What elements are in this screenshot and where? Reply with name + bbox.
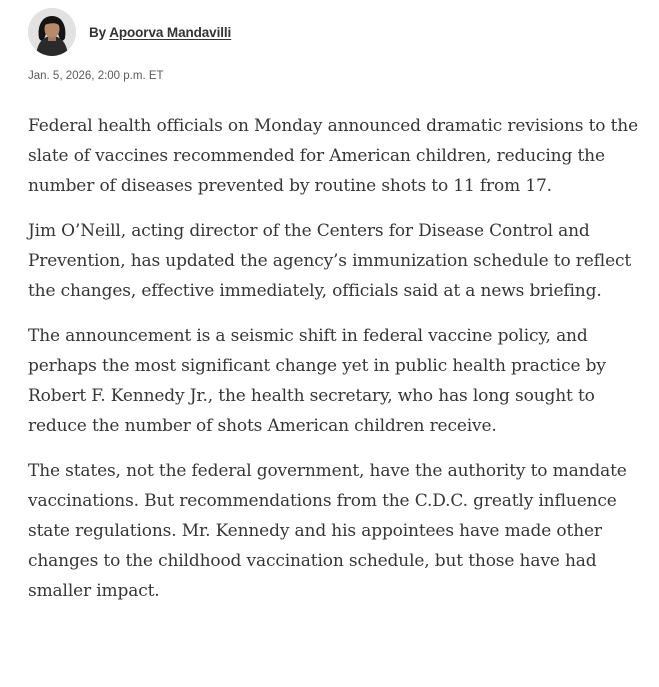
author-avatar[interactable] <box>28 8 76 56</box>
article-body <box>28 111 638 621</box>
publish-date: Jan. 5, 2026, 2:00 p.m. ET <box>28 70 164 82</box>
article-paragraph: The states, not the federal government, have the authority to mandate vaccinations. But recommendations from the C.D.C. greatly influence state regulations. Mr. Kennedy and his appointees have made other changes to the childhood vaccination schedule, but those have had smaller impact. <box>28 461 627 601</box>
byline-text <box>89 25 231 40</box>
byline-prefix: By <box>89 24 107 40</box>
byline <box>28 8 231 56</box>
article-paragraph: Federal health officials on Monday announced dramatic revisions to the slate of vaccines recommended for American children, reducing the number of diseases prevented by routine shots to 11 from 17. <box>28 116 638 196</box>
author-link[interactable]: Apoorva Mandavilli <box>109 24 232 40</box>
article-paragraph: The announcement is a seismic shift in federal vaccine policy, and perhaps the most significant change yet in public health practice by Robert F. Kennedy Jr., the health secretary, who has long sought to reduce the number of shots American children receive. <box>28 326 606 436</box>
author-headshot-icon <box>28 8 76 56</box>
article-paragraph: Jim O’Neill, acting director of the Centers for Disease Control and Prevention, has updated the agency’s immunization schedule to reflect the changes, effective immediately, officials said at a news briefing. <box>28 221 632 301</box>
